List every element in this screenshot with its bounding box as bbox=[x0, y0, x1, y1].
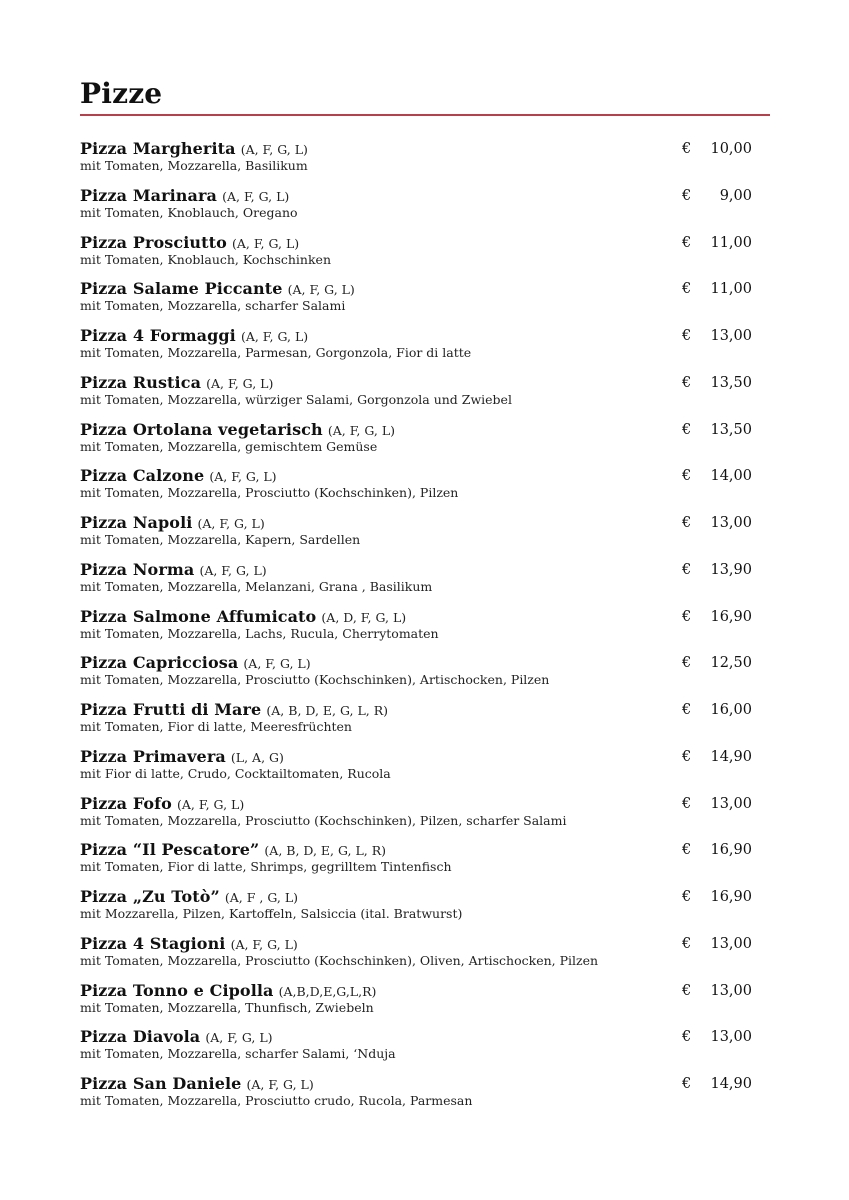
menu-item-name: Pizza Napoli bbox=[80, 513, 193, 532]
menu-item-description: mit Tomaten, Knoblauch, Oregano bbox=[80, 204, 298, 220]
menu-item-name: Pizza Rustica bbox=[80, 372, 202, 392]
menu-item-description: mit Tomaten, Mozzarella, scharfer Salami, ‘Nduja bbox=[80, 1046, 396, 1062]
menu-item-allergens: (A, F, G, L) bbox=[199, 562, 267, 578]
menu-item-allergens: (A, F, G, L) bbox=[287, 282, 355, 298]
menu-item-name: Pizza Marinara bbox=[80, 185, 218, 205]
menu-item-price: 13,00 bbox=[710, 328, 752, 344]
menu-item-price: 11,00 bbox=[710, 234, 752, 251]
menu-item-description: mit Tomaten, Mozzarella, Prosciutto (Kochschinken), Artischocken, Pilzen bbox=[80, 672, 550, 688]
menu-item bbox=[80, 1072, 760, 1119]
menu-item-currency: € bbox=[682, 655, 692, 672]
menu-item-name: Pizza Diavola bbox=[80, 1027, 201, 1047]
menu-item-name: Pizza Calzone bbox=[80, 466, 205, 486]
menu-item-name: Pizza Tonno e Cipolla bbox=[80, 980, 274, 1000]
menu-item bbox=[80, 324, 760, 371]
menu-item-name: Pizza Salame Piccante bbox=[80, 279, 283, 299]
menu-item-currency: € bbox=[682, 374, 692, 391]
menu-item bbox=[80, 1025, 760, 1072]
menu-item-price: 16,00 bbox=[710, 702, 752, 718]
menu-item-allergens: (A, F, G, L) bbox=[243, 656, 311, 672]
menu-item-allergens: (A, D, F, G, L) bbox=[321, 609, 407, 625]
menu-item-name: Pizza Primavera bbox=[80, 746, 226, 766]
menu-item bbox=[80, 231, 760, 278]
menu-item-currency: € bbox=[682, 608, 692, 625]
menu-item-name: Pizza 4 Formaggi bbox=[80, 326, 236, 345]
menu-item bbox=[80, 277, 760, 324]
menu-item-description: mit Tomaten, Mozzarella, Thunfisch, Zwiebeln bbox=[80, 999, 374, 1015]
menu-item-currency: € bbox=[682, 515, 692, 531]
menu-item bbox=[80, 838, 760, 885]
menu-item-description: mit Tomaten, Mozzarella, Lachs, Rucula, Cherrytomaten bbox=[80, 625, 439, 641]
menu-item-allergens: (A, F, G, L) bbox=[205, 1030, 273, 1046]
menu-item bbox=[80, 792, 760, 839]
menu-item-price: 13,00 bbox=[710, 795, 752, 812]
menu-item-currency: € bbox=[682, 1076, 692, 1092]
menu-item bbox=[80, 464, 760, 511]
menu-item-name: Pizza Norma bbox=[80, 559, 195, 579]
menu-item-price: 13,00 bbox=[710, 935, 752, 952]
menu-item-price: 16,90 bbox=[710, 889, 752, 905]
menu-item-name: Pizza Fofo bbox=[80, 793, 172, 813]
menu-item-description: mit Tomaten, Knoblauch, Kochschinken bbox=[80, 251, 331, 267]
menu-item-currency: € bbox=[682, 795, 692, 812]
menu-item bbox=[80, 605, 760, 652]
menu-item-currency: € bbox=[682, 748, 692, 765]
menu-item-allergens: (A, F, G, L) bbox=[246, 1077, 314, 1092]
menu-item-name: Pizza Capricciosa bbox=[80, 653, 239, 673]
menu-item bbox=[80, 137, 760, 184]
menu-item-currency: € bbox=[682, 187, 692, 204]
menu-item-name: Pizza 4 Stagioni bbox=[80, 933, 226, 953]
menu-item-currency: € bbox=[682, 468, 692, 485]
menu-item-description: mit Tomaten, Mozzarella, Prosciutto (Kochschinken), Oliven, Artischocken, Pilzen bbox=[80, 952, 599, 968]
menu-item bbox=[80, 511, 760, 558]
menu-item-price: 9,00 bbox=[719, 187, 752, 204]
menu-item-price: 13,00 bbox=[710, 982, 752, 999]
menu-item-name: Pizza Ortolana vegetarisch bbox=[80, 419, 323, 439]
menu-item-currency: € bbox=[682, 561, 692, 578]
menu-item-currency: € bbox=[682, 702, 692, 718]
menu-item bbox=[80, 979, 760, 1026]
menu-item-allergens: (L, A, G) bbox=[230, 749, 284, 765]
menu-item-allergens: (A, F, G, L) bbox=[240, 329, 309, 344]
menu-item-description: mit Tomaten, Mozzarella, scharfer Salami bbox=[80, 298, 346, 314]
menu-item-description: mit Tomaten, Mozzarella, Prosciutto (Kochschinken), Pilzen bbox=[80, 485, 459, 501]
menu-item-currency: € bbox=[682, 421, 692, 438]
menu-item-description: mit Tomaten, Mozzarella, Prosciutto (Kochschinken), Pilzen, scharfer Salami bbox=[80, 812, 567, 828]
menu-item-price: 13,50 bbox=[710, 374, 752, 391]
menu-item-currency: € bbox=[682, 1029, 692, 1046]
menu-item-allergens: (A, F, G, L) bbox=[209, 469, 277, 485]
menu-item bbox=[80, 651, 760, 698]
menu-item bbox=[80, 371, 760, 418]
menu-item-description: mit Tomaten, Mozzarella, Kapern, Sardellen bbox=[80, 532, 361, 547]
menu-item-price: 12,50 bbox=[710, 655, 752, 672]
menu-item bbox=[80, 698, 760, 745]
menu-item-allergens: (A, B, D, E, G, L, R) bbox=[264, 843, 387, 859]
menu-item-currency: € bbox=[682, 281, 692, 298]
menu-item-allergens: (A, F, G, L) bbox=[230, 936, 298, 952]
menu-item-price: 14,00 bbox=[710, 468, 752, 485]
menu-item-price: 13,50 bbox=[710, 421, 752, 438]
menu-item-name: Pizza Salmone Affumicato bbox=[80, 606, 317, 626]
menu-item-name: Pizza Margherita bbox=[80, 139, 236, 158]
menu-item-description: mit Tomaten, Mozzarella, Prosciutto crudo, Rucola, Parmesan bbox=[80, 1093, 473, 1108]
menu-item-currency: € bbox=[682, 328, 692, 344]
menu-list bbox=[80, 137, 760, 1119]
menu-item-currency: € bbox=[682, 889, 692, 905]
menu-item-allergens: (A, F, G, L) bbox=[327, 422, 396, 438]
menu-item-description: mit Tomaten, Mozzarella, Melanzani, Grana , Basilikum bbox=[80, 578, 433, 594]
menu-item-name: Pizza San Daniele bbox=[80, 1074, 242, 1093]
menu-item bbox=[80, 745, 760, 792]
menu-item-allergens: (A, F, G, L) bbox=[197, 516, 265, 531]
menu-item-price: 11,00 bbox=[710, 281, 752, 298]
menu-item-currency: € bbox=[682, 842, 692, 859]
menu-item-description: mit Mozzarella, Pilzen, Kartoffeln, Salsiccia (ital. Bratwurst) bbox=[80, 906, 463, 921]
menu-item bbox=[80, 932, 760, 979]
menu-item-allergens: (A, F , G, L) bbox=[224, 890, 299, 905]
menu-item-description: mit Tomaten, Mozzarella, gemischtem Gemüse bbox=[80, 438, 378, 454]
menu-item-price: 13,00 bbox=[710, 515, 752, 531]
menu-item-description: mit Tomaten, Fior di latte, Meeresfrüchten bbox=[80, 719, 352, 734]
menu-item-allergens: (A, F, G, L) bbox=[240, 142, 308, 157]
menu-item-description: mit Tomaten, Mozzarella, würziger Salami, Gorgonzola und Zwiebel bbox=[80, 391, 512, 407]
menu-item-currency: € bbox=[682, 234, 692, 251]
menu-item-name: Pizza Frutti di Mare bbox=[80, 700, 262, 719]
menu-item-currency: € bbox=[682, 982, 692, 999]
menu-item-allergens: (A, F, G, L) bbox=[231, 235, 300, 251]
menu-item-price: 16,90 bbox=[710, 842, 752, 859]
menu-item-description: mit Tomaten, Fior di latte, Shrimps, gegrilltem Tintenfisch bbox=[80, 859, 452, 875]
menu-item-description: mit Fior di latte, Crudo, Cocktailtomaten, Rucola bbox=[80, 765, 391, 781]
menu-item-allergens: (A,B,D,E,G,L,R) bbox=[278, 983, 377, 999]
menu-item-price: 14,90 bbox=[710, 1076, 752, 1092]
menu-item-name: Pizza “Il Pescatore” bbox=[80, 840, 260, 860]
menu-item bbox=[80, 418, 760, 465]
menu-item-allergens: (A, B, D, E, G, L, R) bbox=[266, 703, 389, 718]
menu-item-price: 14,90 bbox=[710, 748, 752, 765]
menu-item-description: mit Tomaten, Mozzarella, Basilikum bbox=[80, 158, 308, 173]
menu-item-allergens: (A, F, G, L) bbox=[177, 796, 245, 812]
menu-item-allergens: (A, F, G, L) bbox=[222, 188, 290, 204]
menu-item-price: 13,90 bbox=[710, 561, 752, 578]
title-divider bbox=[80, 114, 770, 116]
menu-item-price: 10,00 bbox=[710, 141, 752, 157]
menu-item-price: 13,00 bbox=[710, 1029, 752, 1046]
menu-item-description: mit Tomaten, Mozzarella, Parmesan, Gorgonzola, Fior di latte bbox=[80, 345, 472, 360]
menu-item bbox=[80, 558, 760, 605]
menu-item-currency: € bbox=[682, 935, 692, 952]
menu-item bbox=[80, 184, 760, 231]
menu-item-name: Pizza „Zu Totò” bbox=[80, 887, 220, 906]
page-title: Pizze bbox=[80, 77, 163, 110]
menu-item-price: 16,90 bbox=[710, 608, 752, 625]
menu-item bbox=[80, 885, 760, 932]
menu-item-name: Pizza Prosciutto bbox=[80, 232, 227, 252]
menu-item-allergens: (A, F, G, L) bbox=[206, 375, 274, 391]
menu-item-currency: € bbox=[682, 141, 692, 157]
